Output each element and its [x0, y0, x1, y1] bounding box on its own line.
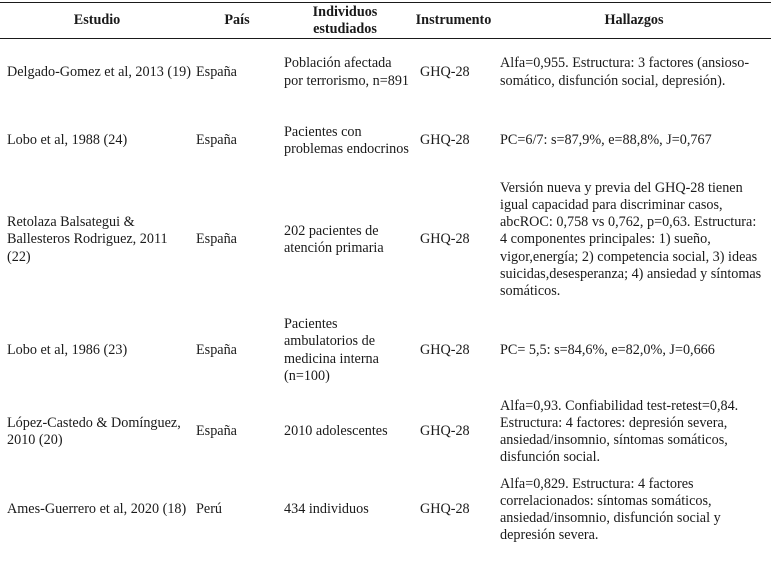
header-individuos-line2: estudiados	[313, 20, 377, 37]
studies-table-container	[0, 2, 773, 563]
cell-individuos: Pacientes con problemas endocrinos	[284, 123, 409, 157]
table-body	[0, 39, 771, 554]
cell-instrumento: GHQ-28	[420, 132, 470, 149]
cell-pais: España	[196, 231, 237, 248]
cell-instrumento: GHQ-28	[420, 341, 470, 358]
table-row	[0, 467, 771, 553]
cell-pais: España	[196, 423, 237, 440]
cell-pais: España	[196, 132, 237, 149]
table-row	[0, 397, 771, 467]
cell-estudio: Retolaza Balsategui & Ballesteros Rodriguez, 2011 (22)	[7, 214, 168, 265]
header-instrumento: Instrumento	[415, 12, 492, 28]
cell-estudio: Delgado-Gomez et al, 2013 (19)	[7, 63, 191, 80]
cell-hallazgos: PC= 5,5: s=84,6%, e=82,0%, J=0,666	[500, 341, 715, 358]
header-individuos	[280, 3, 410, 39]
header-hallazgos: Hallazgos	[604, 12, 664, 28]
cell-individuos: Población afectada por terrorismo, n=891	[284, 55, 410, 89]
cell-instrumento: GHQ-28	[420, 501, 470, 518]
cell-instrumento: GHQ-28	[420, 231, 470, 248]
header-row	[0, 3, 771, 39]
table-row	[0, 176, 771, 304]
ghq28-studies-table	[0, 2, 771, 553]
table-row	[0, 304, 771, 397]
header-pais: País	[224, 12, 250, 28]
cell-instrumento: GHQ-28	[420, 63, 470, 80]
cell-estudio: López-Castedo & Domínguez, 2010 (20)	[7, 414, 181, 448]
cell-pais: Perú	[196, 501, 223, 518]
cell-individuos: 434 individuos	[284, 501, 369, 518]
cell-instrumento: GHQ-28	[420, 423, 470, 440]
cell-individuos: 2010 adolescentes	[284, 423, 388, 440]
cell-estudio: Lobo et al, 1986 (23)	[7, 341, 128, 358]
cell-hallazgos: Alfa=0,955. Estructura: 3 factores (ansioso-somático, disfunción social, depresión).	[500, 55, 750, 89]
cell-hallazgos: Alfa=0,93. Confiabilidad test-retest=0,84. Estructura: 4 factores: depresión severa, ansiedad/insomnio, síntomas somáticos, disfunción social.	[500, 397, 739, 466]
table-row	[0, 39, 771, 107]
cell-hallazgos: PC=6/7: s=87,9%, e=88,8%, J=0,767	[500, 132, 712, 149]
cell-individuos: 202 pacientes de atención primaria	[284, 222, 384, 256]
cell-hallazgos: Versión nueva y previa del GHQ-28 tienen igual capacidad para discriminar casos, abcROC: 0,758 vs 0,762, p=0,63. Estructura: 4 componentes principales: 1) sueño, vigor,energía; 2) competencia social, 3) ideas suicidas,desesperanza; 4) ansiedad y síntomas somáticos.	[500, 179, 762, 299]
header-individuos-line1: Individuos	[312, 3, 378, 20]
cell-estudio: Ames-Guerrero et al, 2020 (18)	[7, 501, 187, 518]
cell-estudio: Lobo et al, 1988 (24)	[7, 132, 128, 149]
header-estudio: Estudio	[73, 12, 121, 28]
cell-pais: España	[196, 63, 237, 80]
table-row	[0, 106, 771, 176]
cell-pais: España	[196, 341, 237, 358]
table-header	[0, 3, 771, 39]
cell-hallazgos: Alfa=0,829. Estructura: 4 factores correlacionados: síntomas somáticos, ansiedad/insomnio, disfunción social y depresión severa.	[500, 475, 721, 544]
cell-individuos: Pacientes ambulatorios de medicina interna (n=100)	[284, 316, 379, 384]
